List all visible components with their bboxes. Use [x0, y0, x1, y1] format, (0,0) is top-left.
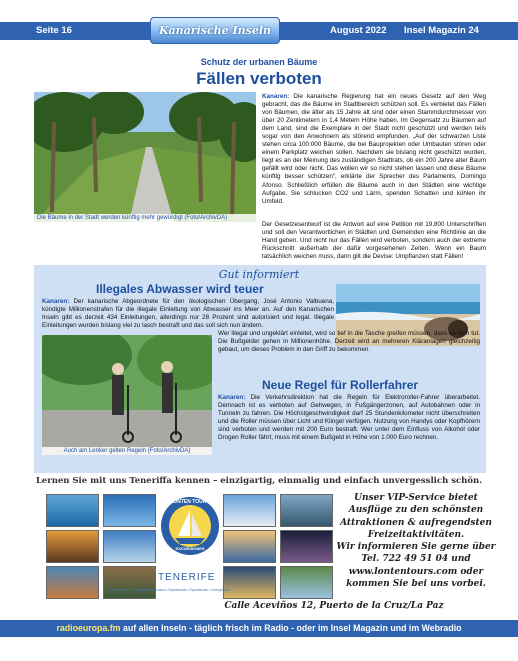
- article2-body: Kanaren: Der kanarische Abgeordnete für den ökologischen Übergang, José Antonio Valbuena, kündigte Millionenstrafen für die illegale Einleitung von Abwasser ins Meer an. Auf den Kanarischen Inseln gibt es derzeit 434 Einleitungen, allerdings nur 28 Prozent sind autorisiert und legal. Illegale Einleitungen wurden bislang viel zu lasch bestraft und das soll sich nun ändern.: [42, 298, 334, 330]
- logo-text-top: LONTEN TOURS: [170, 499, 210, 505]
- ad-photo-island: [46, 566, 99, 599]
- ad-photo-sea: [103, 494, 156, 527]
- article-title: Fällen verboten: [196, 69, 322, 88]
- article-body: Kanaren: Die kanarische Regierung hat ein neues Gesetz auf den Weg gebracht, das die Bäume im Stadtbereich schützen soll. Es verbietet das Fällen von Bäumen, die älter als 15 Jahre alt sind oder einen Stammdurchmesser von über 20 Zentimetern in 1,4 Metern Höhe haben. Im Gegensatz zu Bäumen auf dem Land, sind die Exemplare in der Stadt nicht geschützt und werden teils sogar von den Anwohnern als störend empfunden. „Auf der schwarzen Liste stehen circa 100.000 Bäume, die bei Bauprojekten oder Umbauten stören oder einem Parkplatz weichen sollen. Nachdem sie bislang nicht geschützt wurden, liegt es an der Meinung des zuständigen Stadtrats, ob ein 200 Jahre alter Baum gefällt wird oder nicht. Das wollen wir so nicht stehen lassen und diese Bäume künftig besser schützen“, erklärte der Sprecher des Parlaments, Domingo Afonso. Schließlich erfüllen die Bäume auch in den Städten eine wichtige Aufgabe. Sie schlucken CO2 und Lärm, spenden Schatten und kühlen ihr Umfeld.: [262, 93, 486, 205]
- scooter-photo: [42, 335, 212, 455]
- ad-address: Calle Aceviños 12, Puerto de la Cruz/La Paz: [224, 601, 444, 611]
- ad-photo-jetski: [46, 494, 99, 527]
- ad-photo-harbour: [280, 494, 333, 527]
- article3-body: Kanaren: Die Verkehrsdirektion hat die Regeln für Elektroroller-Fahrer überarbeitet. Demnach ist es verboten auf Gehwegen, in Fußgängerzonen, auf Autobahnen oder in Tunneln zu fahren. Die Höchstgeschwindigkeit darf 25 Stundenkilometer nicht überschreiten und die Roller müssen über Licht und Klingel verfügen. Nutzung von Handys oder Kopfhörern sind verboten und werden mit 200 Euro bestraft. Wer unter dem Einfluss von Alkohol oder Drogen Roller fährt, muss mit einem Bußgeld in Höhe von 1.000 Euro rechnen.: [218, 394, 480, 442]
- article-kicker: Schutz der urbanen Bäume: [200, 57, 318, 67]
- magazine-name: Insel Magazin 24: [404, 25, 479, 36]
- ad-text: Unser VIP-Service bietet Ausflüge zu den schönsten Attraktionen & aufregendsten Freizeitaktivitäten. Wir informieren Sie gerne über Tel. 722 49 51 04 und www.lontentours.com oder kommen Sie bei uns vorbei.: [336, 493, 496, 590]
- lonten-tours-logo: [160, 496, 220, 556]
- ad-tagline: Lernen Sie mit uns Teneriffa kennen – einzigartig, einmalig und einfach unvergesslich schön.: [35, 476, 483, 486]
- logo-text-bottom: EXCURSIONES: [175, 546, 205, 551]
- ad-photo-landscape: [280, 566, 333, 599]
- ad-photo-beach: [223, 530, 276, 563]
- scooter-caption: Auch am Lenker gelten Regeln (Foto/ArchivDA): [42, 447, 212, 455]
- box-kicker: Gut informiert: [218, 268, 300, 281]
- article2-body-cont: Wer illegal und ungeklärt einleitet, wird so tief in die Tasche greifen müssen, dass es weh tut. Die Bußgelder gehen in Millionenhöhe. Derzeit wird an mehreren Kläranlagen gleichzeitig gebaut, um dieses Problem in den Griff zu bekommen.: [218, 330, 480, 354]
- issue-date: August 2022: [330, 25, 387, 36]
- article2-title: Illegales Abwasser wird teuer: [96, 282, 264, 296]
- page-number: Seite 16: [36, 25, 72, 36]
- trees-photo: [34, 92, 256, 222]
- tenerife-sub: Experiencias • Experiencias • Emotions • Experiencias • Experiencias • Unvergesslich: [110, 588, 231, 592]
- ad-photo-mountain: [103, 566, 156, 599]
- ad-photo-teide: [223, 566, 276, 599]
- ad-photo-night: [280, 530, 333, 563]
- article3-title: Neue Regel für Rollerfahrer: [262, 378, 419, 392]
- tenerife-label: TENERIFE: [158, 572, 216, 583]
- ad-photo-boat: [103, 530, 156, 563]
- footer-bar: [0, 620, 518, 637]
- photo-caption: Die Bäume in der Stadt werden künftig mehr gewürdigt (Foto/ArchivDA): [34, 214, 256, 222]
- footer-text: auf allen Inseln - täglich frisch im Radio - oder im Insel Magazin und im Webradio: [120, 623, 462, 633]
- ad-photo-yacht: [223, 494, 276, 527]
- article-body-cont: Der Gesetzesentwurf ist die Antwort auf eine Petition mit 19.800 Unterschriften und soll den Verantwortlichen in Städten und Gemeinden eine Richtlinie an die Hand geben. Und nicht nur das Fällen wird verboten, sondern auch der extreme Rückschnitt außerhalb der dafür vorgesehenen Zeiten. Wenn ein Baum tatsächlich weichen muss, dann gilt die Devise: Umpflanzen statt Fällen!: [262, 221, 486, 261]
- ad-photo-sunset: [46, 530, 99, 563]
- footer-link[interactable]: radioeuropa.fm: [56, 623, 121, 633]
- section-logo: Kanarische Inseln: [150, 17, 280, 44]
